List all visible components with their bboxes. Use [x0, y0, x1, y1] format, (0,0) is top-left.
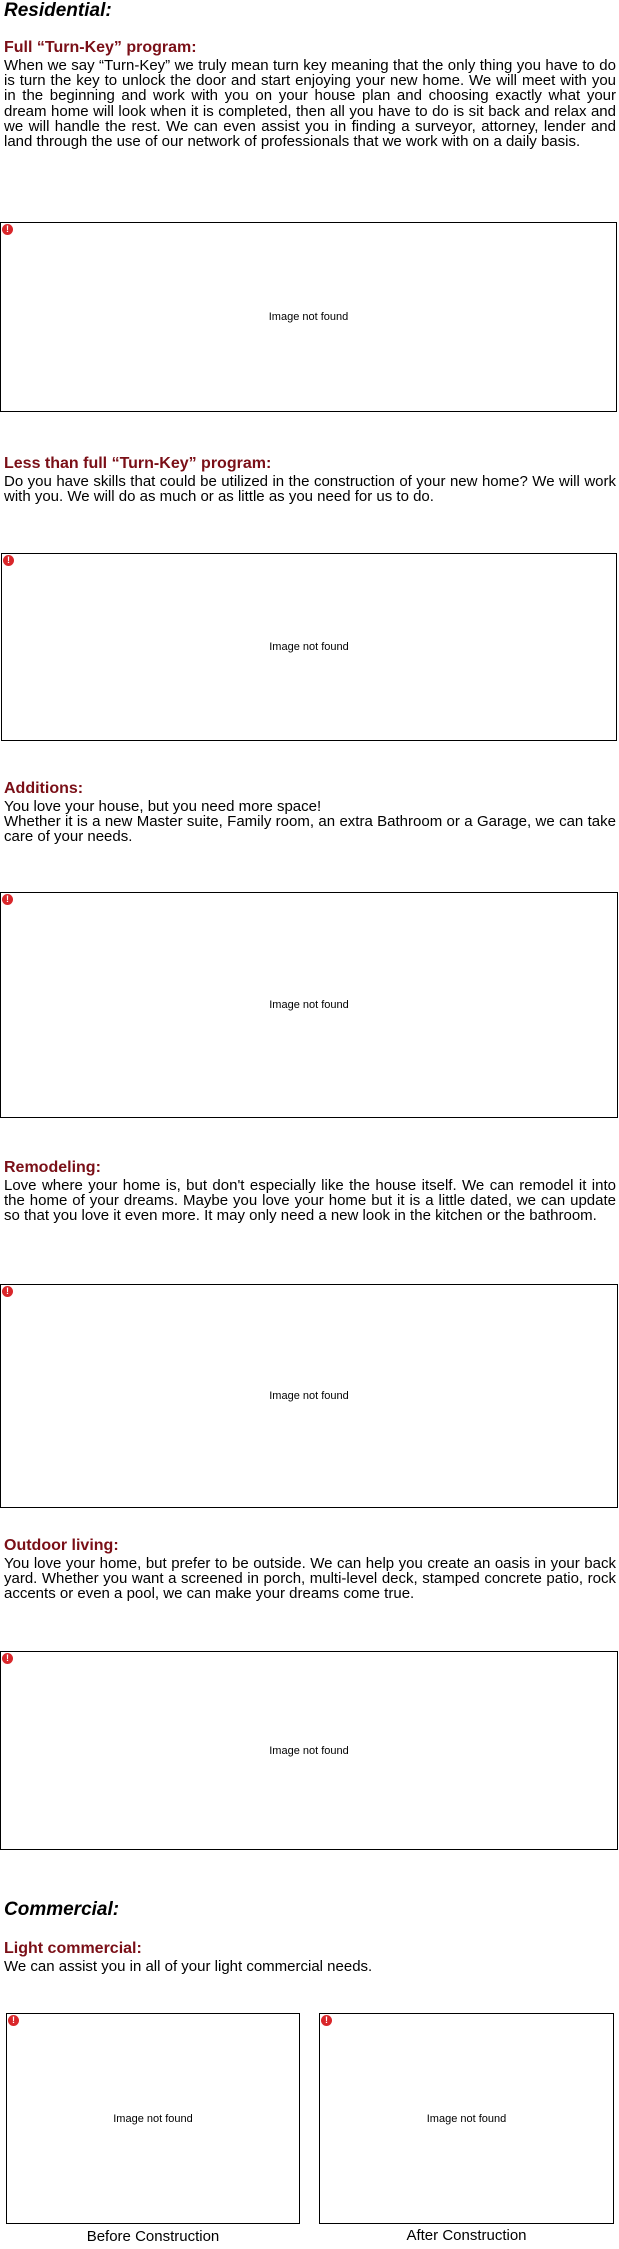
image-placeholder-less-than-turn-key [1, 553, 617, 741]
image-not-found-text: Image not found [268, 311, 349, 323]
image-not-found-text: Image not found [426, 2112, 507, 2125]
image-not-found-text: Image not found [269, 1744, 349, 1757]
commercial-heading: Commercial: [4, 1899, 120, 1920]
section-text-remodeling: Love where your home is, but don't especially like the house itself. We can remodel it into the home of your dreams. Maybe you love your home but it is a little dated, we can update so that you love it even more. It may only need a new look in the kitchen or the bathroom. [4, 1177, 616, 1225]
caption-before-construction: Before Construction [86, 2228, 220, 2245]
image-placeholder-outdoor-living [0, 1651, 618, 1850]
section-title-light-commercial: Light commercial: [4, 1940, 142, 1957]
broken-image-icon: ! [2, 224, 13, 235]
additions-text-line-2: Whether it is a new Master suite, Family room, an extra Bathroom or a Garage, we can take care of your needs. [4, 813, 616, 846]
section-title-full-turn-key: Full “Turn-Key” program: [4, 39, 197, 56]
broken-image-icon: ! [2, 1653, 13, 1664]
image-not-found-text: Image not found [269, 1390, 349, 1402]
section-text-full-turn-key: When we say “Turn-Key” we truly mean turn key meaning that the only thing you have to do is turn the key to unlock the door and start enjoying your new home. We will meet with you in the beginning and work with you on your house plan and choosing exactly what your dream home will look when it is completed, then all you have to do is sit back and relax and we will handle the rest. We can even assist you in finding a surveyor, attorney, lender and land through the use of our network of professionals that we work with on a daily basis. [4, 57, 616, 151]
caption-after-construction: After Construction [406, 2227, 527, 2244]
broken-image-icon: ! [8, 2015, 19, 2026]
section-text-light-commercial: We can assist you in all of your light commercial needs. [4, 1958, 373, 1975]
image-placeholder-remodeling [0, 1284, 618, 1508]
image-placeholder-full-turn-key [0, 222, 617, 412]
image-not-found-text: Image not found [269, 641, 349, 653]
section-text-less-than-turn-key: Do you have skills that could be utilized in the construction of your new home? We will work with you. We will do as much or as little as you need for us to do. [4, 473, 616, 506]
additions-text-line-1: You love your house, but you need more space! [4, 798, 322, 815]
broken-image-icon: ! [2, 894, 13, 905]
image-placeholder-after-construction [319, 2013, 614, 2224]
image-placeholder-before-construction [6, 2013, 300, 2224]
image-placeholder-additions [0, 892, 618, 1118]
section-text-outdoor-living: You love your home, but prefer to be outside. We can help you create an oasis in your back yard. Whether you want a screened in porch, multi-level deck, stamped concrete patio, rock accents or even a pool, we can make your dreams come true. [4, 1555, 616, 1603]
section-title-additions: Additions: [4, 780, 84, 797]
residential-heading: Residential: [4, 0, 112, 21]
section-title-less-than-turn-key: Less than full “Turn-Key” program: [4, 455, 272, 472]
section-title-outdoor-living: Outdoor living: [4, 1537, 119, 1554]
broken-image-icon: ! [3, 555, 14, 566]
section-title-remodeling: Remodeling: [4, 1159, 101, 1176]
broken-image-icon: ! [2, 1286, 13, 1297]
section-text-additions [4, 799, 616, 845]
image-not-found-text: Image not found [269, 999, 349, 1011]
broken-image-icon: ! [321, 2015, 332, 2026]
image-not-found-text: Image not found [113, 2112, 193, 2125]
